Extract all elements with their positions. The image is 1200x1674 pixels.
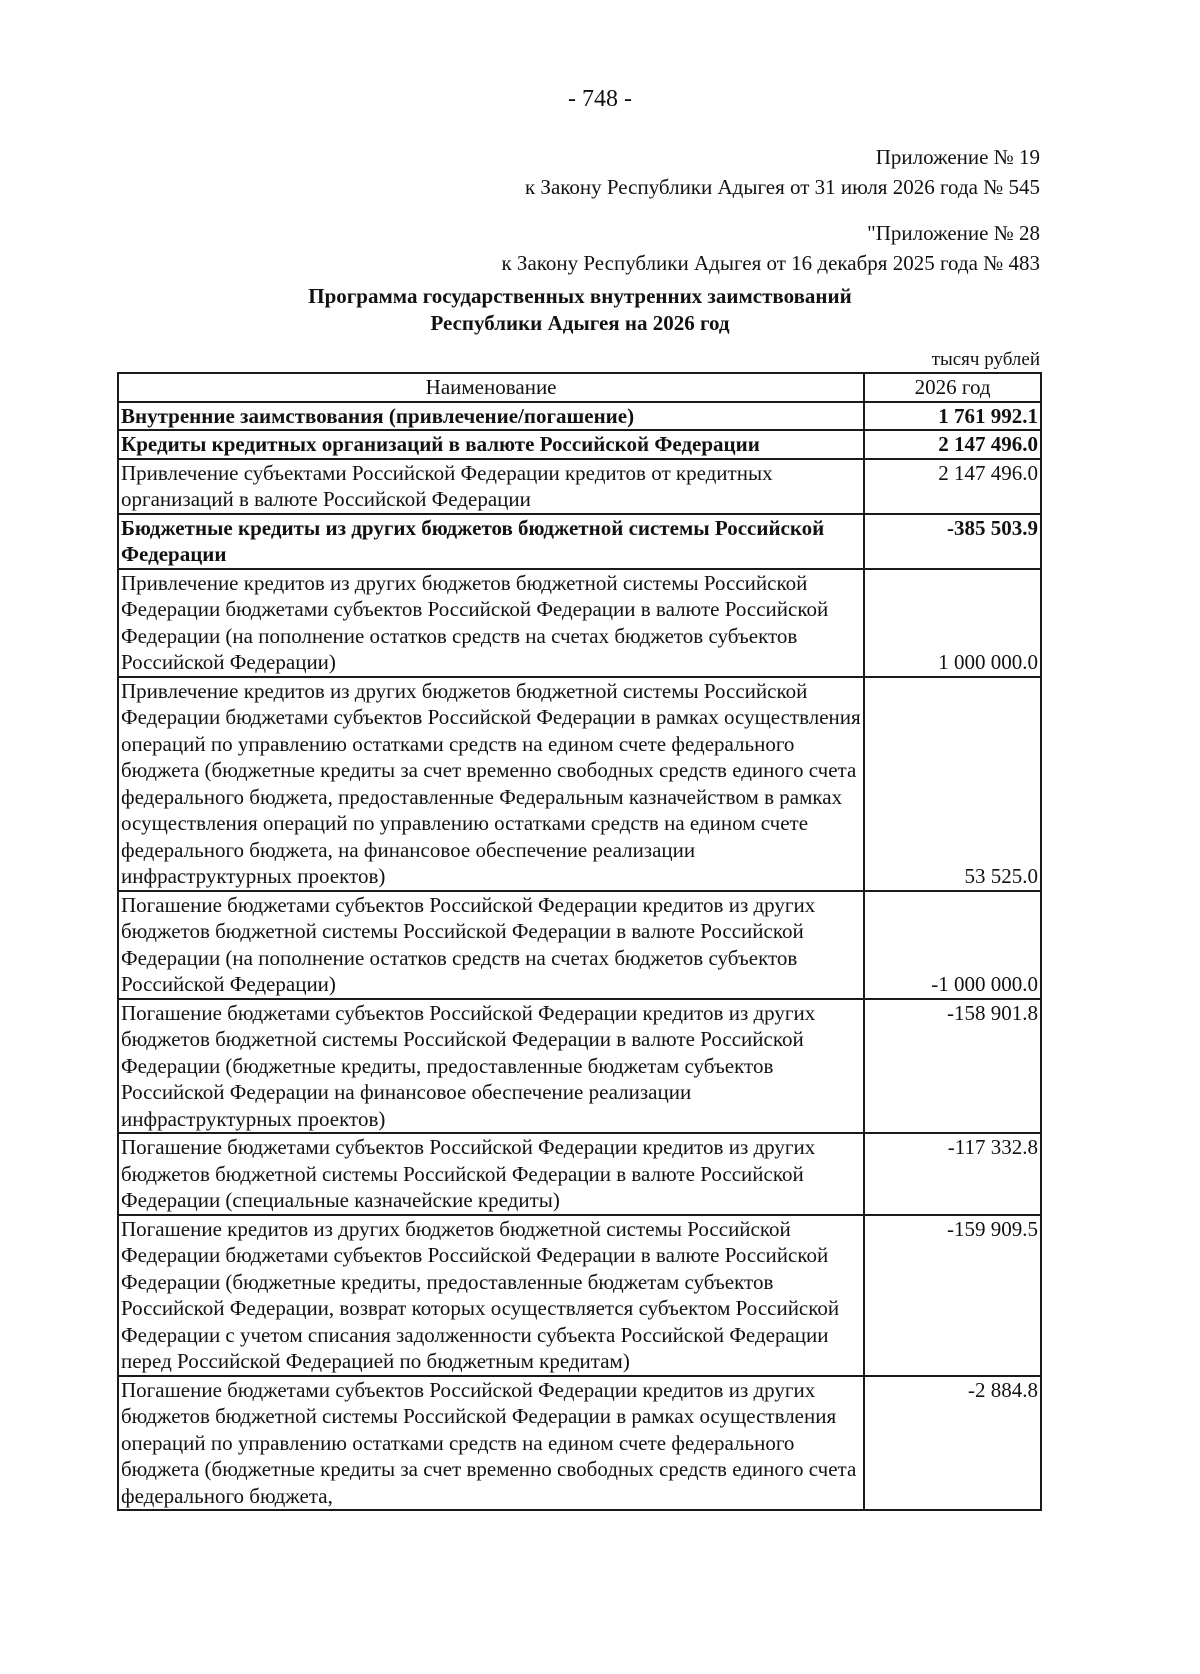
title-line1: Программа государственных внутренних заимствований <box>308 284 852 308</box>
row-value: -385 503.9 <box>864 514 1041 569</box>
appendix-original-line2: к Закону Республики Адыгея от 16 декабря 2025 года № 483 <box>501 251 1040 275</box>
table-row <box>118 402 1041 431</box>
table-row <box>118 569 1041 677</box>
row-name: Привлечение субъектами Российской Федерации кредитов от кредитных организаций в валюте Российской Федерации <box>118 459 864 514</box>
row-value: 1 761 992.1 <box>864 402 1041 431</box>
row-value: -117 332.8 <box>864 1133 1041 1215</box>
row-name: Погашение бюджетами субъектов Российской Федерации кредитов из других бюджетов бюджетной системы Российской Федерации в валюте Российской Федерации (бюджетные кредиты, предоставленные бюджетам субъектов Российской Федерации на финансовое обеспечение реализации инфраструктурных проектов) <box>118 999 864 1134</box>
table-row <box>118 1133 1041 1215</box>
table-row <box>118 1215 1041 1376</box>
row-name: Привлечение кредитов из других бюджетов бюджетной системы Российской Федерации бюджетами субъектов Российской Федерации в рамках осуществления операций по управлению остатками средств на едином счете федерального бюджета (бюджетные кредиты за счет временно свободных средств единого счета федерального бюджета, предоставленные Федеральным казначейством в рамках осуществления операций по управлению остатками средств на едином счете федерального бюджета, на финансовое обеспечение реализации инфраструктурных проектов) <box>118 677 864 891</box>
header-year: 2026 год <box>864 373 1041 402</box>
table-row <box>118 514 1041 569</box>
appendix-current-line2: к Закону Республики Адыгея от 31 июля 2026 года № 545 <box>524 175 1040 199</box>
table-row <box>118 459 1041 514</box>
appendix-reference-current <box>525 142 1040 202</box>
row-name: Бюджетные кредиты из других бюджетов бюджетной системы Российской Федерации <box>118 514 864 569</box>
row-name: Погашение бюджетами субъектов Российской Федерации кредитов из других бюджетов бюджетной системы Российской Федерации в рамках осуществления операций по управлению остатками средств на едином счете федерального бюджета (бюджетные кредиты за счет временно свободных средств единого счета федерального бюджета, <box>118 1376 864 1511</box>
row-value: 2 147 496.0 <box>864 459 1041 514</box>
row-name: Кредиты кредитных организаций в валюте Российской Федерации <box>118 430 864 459</box>
appendix-current-line1: Приложение № 19 <box>875 145 1040 169</box>
row-name: Внутренние заимствования (привлечение/погашение) <box>118 402 864 431</box>
appendix-reference-original <box>501 218 1040 278</box>
row-name: Погашение кредитов из других бюджетов бюджетной системы Российской Федерации бюджетами субъектов Российской Федерации в валюте Российской Федерации (бюджетные кредиты, предоставленные бюджетам субъектов Российской Федерации, возврат которых осуществляется субъектом Российской Федерации с учетом списания задолженности субъекта Российской Федерации перед Российской Федерацией по бюджетным кредитам) <box>118 1215 864 1376</box>
row-name: Привлечение кредитов из других бюджетов бюджетной системы Российской Федерации бюджетами субъектов Российской Федерации в валюте Российской Федерации (на пополнение остатков средств на счетах бюджетов субъектов Российской Федерации) <box>118 569 864 677</box>
row-value: 53 525.0 <box>864 677 1041 891</box>
row-name: Погашение бюджетами субъектов Российской Федерации кредитов из других бюджетов бюджетной системы Российской Федерации в валюте Российской Федерации (специальные казначейские кредиты) <box>118 1133 864 1215</box>
row-value: 2 147 496.0 <box>864 430 1041 459</box>
row-value: -2 884.8 <box>864 1376 1041 1511</box>
table-row <box>118 891 1041 999</box>
row-value: -158 901.8 <box>864 999 1041 1134</box>
page-number: - 748 - <box>568 86 632 112</box>
row-value: -1 000 000.0 <box>864 891 1041 999</box>
row-name: Погашение бюджетами субъектов Российской Федерации кредитов из других бюджетов бюджетной системы Российской Федерации в валюте Российской Федерации (на пополнение остатков средств на счетах бюджетов субъектов Российской Федерации) <box>118 891 864 999</box>
table-row <box>118 999 1041 1134</box>
table-row <box>118 430 1041 459</box>
units-label: тысяч рублей <box>931 349 1040 370</box>
row-value: -159 909.5 <box>864 1215 1041 1376</box>
title-line2: Республики Адыгея на 2026 год <box>430 311 730 335</box>
document-title <box>0 283 1160 337</box>
table-row <box>118 1376 1041 1511</box>
table-header-row <box>118 373 1041 402</box>
table-row <box>118 677 1041 891</box>
borrowings-table <box>117 372 1042 1511</box>
row-value: 1 000 000.0 <box>864 569 1041 677</box>
header-name: Наименование <box>118 373 864 402</box>
appendix-original-line1: "Приложение № 28 <box>867 221 1040 245</box>
